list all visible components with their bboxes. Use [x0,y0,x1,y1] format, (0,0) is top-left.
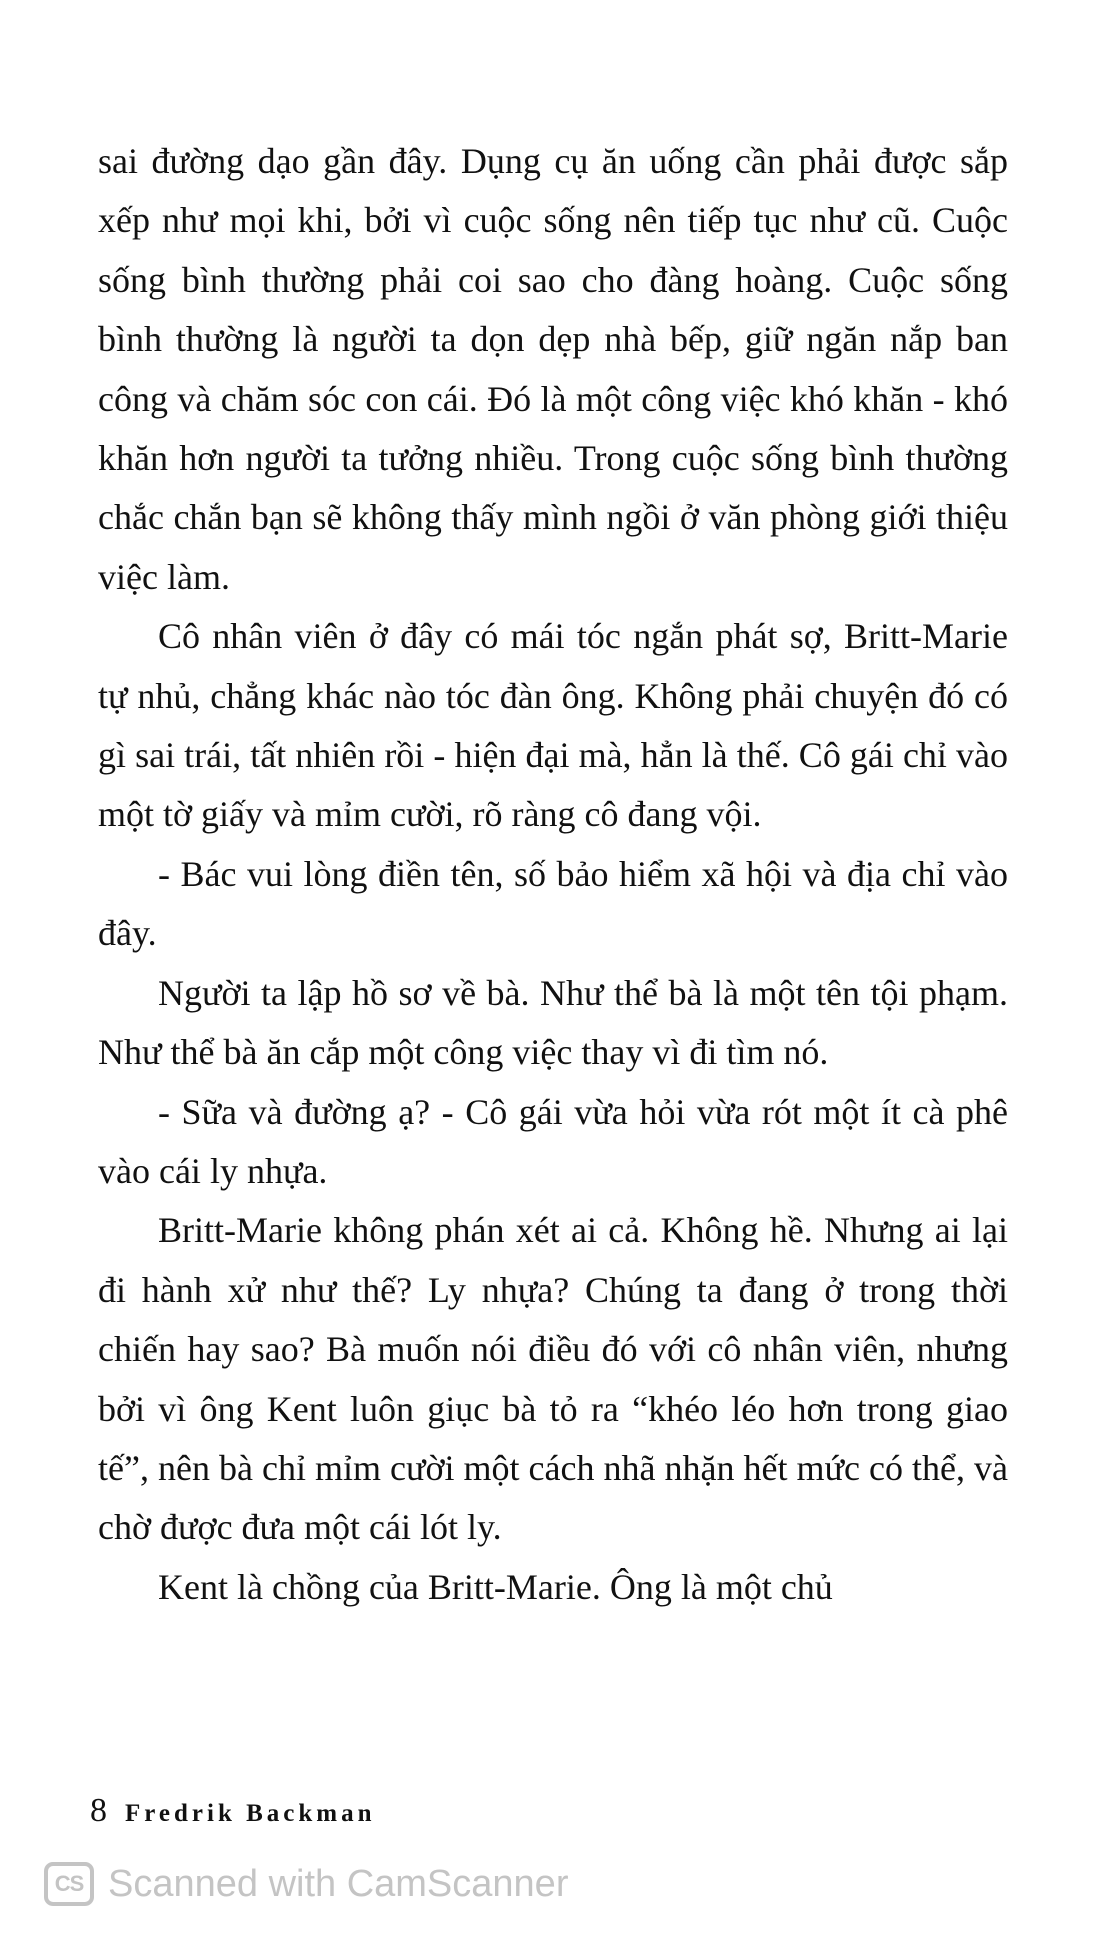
page-footer [90,1792,376,1830]
paragraph-4: Người ta lập hồ sơ về bà. Như thể bà là một tên tội phạm. Như thể bà ăn cắp một công việc thay vì đi tìm nó. [98,972,1008,1073]
paragraph-3: - Bác vui lòng điền tên, số bảo hiểm xã hội và địa chỉ vào đây. [98,853,1008,954]
camscanner-watermark [44,1862,568,1906]
paragraph-5: - Sữa và đường ạ? - Cô gái vừa hỏi vừa rót một ít cà phê vào cái ly nhựa. [98,1091,1008,1191]
running-head-author: Fredrik Backman [125,1800,376,1827]
paragraph-7: Kent là chồng của Britt-Marie. Ông là một chủ [158,1566,833,1607]
paragraph-2: Cô nhân viên ở đây có mái tóc ngắn phát sợ, Britt-Marie tự nhủ, chẳng khác nào tóc đàn ông. Không phải chuyện đó có gì sai trái, tất nhiên rồi - hiện đại mà, hẳn là thế. Cô gái chỉ vào một tờ giấy và mỉm cười, rõ ràng cô đang vội. [98,616,1008,835]
camscanner-logo-icon: CS [44,1862,94,1906]
paragraph-6: Britt-Marie không phán xét ai cả. Không hề. Nhưng ai lại đi hành xử như thế? Ly nhựa? Chúng ta đang ở trong thời chiến hay sao? Bà muốn nói điều đó với cô nhân viên, nhưng bởi vì ông Kent luôn giục bà tỏ ra “khéo léo hơn trong giao tế”, nên bà chỉ mỉm cười một cách nhã nhặn hết mức có thể, và chờ được đưa một cái lót ly. [98,1210,1008,1548]
watermark-text: Scanned with CamScanner [108,1862,569,1905]
body-text [98,132,1008,1617]
page-number: 8 [90,1792,107,1829]
paragraph-1: sai đường dạo gần đây. Dụng cụ ăn uống cần phải được sắp xếp như mọi khi, bởi vì cuộc sống nên tiếp tục như cũ. Cuộc sống bình thường phải coi sao cho đàng hoàng. Cuộc sống bình thường là người ta dọn dẹp nhà bếp, giữ ngăn nắp ban công và chăm sóc con cái. Đó là một công việc khó khăn - khó khăn hơn người ta tưởng nhiều. Trong cuộc sống bình thường chắc chắn bạn sẽ không thấy mình ngồi ở văn phòng giới thiệu việc làm. [98,141,1008,597]
